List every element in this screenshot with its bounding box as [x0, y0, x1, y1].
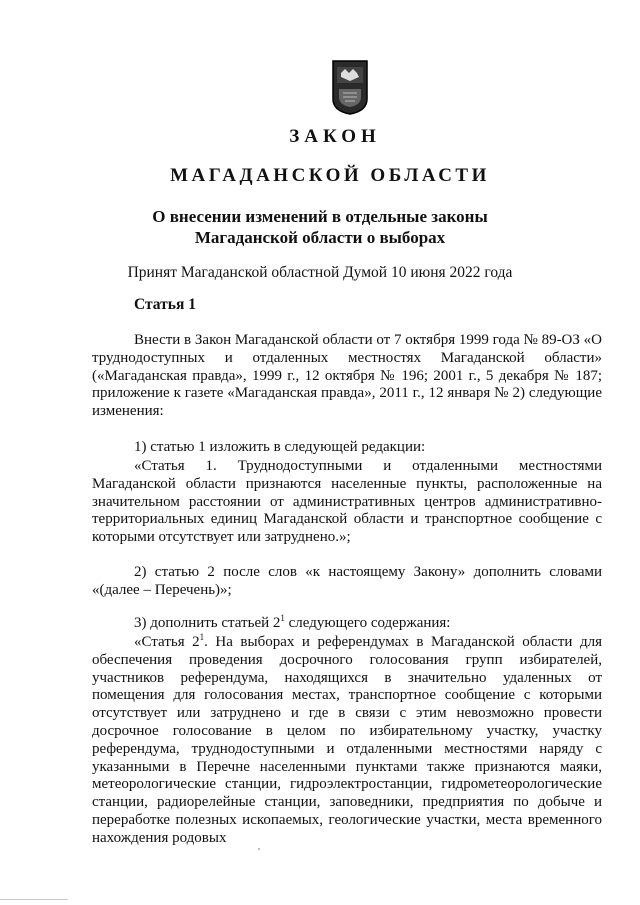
item-3-lead-sup: 1	[280, 613, 285, 623]
item-1-text: «Статья 1. Труднодоступными и отдаленными местностями Магаданской области признаются населенные пункты, расположенные на значительном расстоянии от административных центров административно-территориальных единиц Магаданской области и транспортное сообщение с которыми отсутствует или затруднено.»;	[92, 458, 602, 546]
scan-dot	[258, 848, 260, 850]
article-intro: Внести в Закон Магаданской области от 7 октября 1999 года № 89-ОЗ «О труднодоступных и отдаленных местностях Магаданской области» («Магаданская правда», 1999 г., 12 октября № 196; 2001 г., 5 декабря № 187; приложение к газете «Магаданская правда», 2011 г., 12 января № 2) следующие изменения:	[92, 332, 602, 420]
item-3-text-pre: «Статья 2	[134, 634, 200, 650]
item-3-text-sup: 1	[199, 632, 205, 642]
item-1-lead: 1) статью 1 изложить в следующей редакции:	[134, 439, 426, 455]
article-heading: Статья 1	[134, 296, 196, 313]
subtitle-line-1: О внесении изменений в отдельные законы	[152, 207, 488, 226]
item-3-text-post: . На выборах и референдумах в Магаданской области для обеспечения проведения досрочного голосования групп избирателей, участников референдума, находящихся в значительно удаленных от помещения для голосования местах, транспортное сообщение с которыми отсутствует или затруднено и где в связи с этим невозможно провести досрочное голосование в целом по избирательному участку, участку референдума, труднодоступными и отдаленными местностями наряду с указанными в Перечне населенными пунктами также признаются маяки, метеорологические станции, гидроэлектростанции, гидрометеорологические станции, радиорелейные станции, заповедники, предприятия по добыче и переработке полезных ископаемых, геологические участки, места временного нахождения родовых	[92, 634, 602, 846]
scan-edge-line	[0, 899, 68, 900]
region-title: МАГАДАНСКОЙ ОБЛАСТИ	[170, 165, 490, 186]
law-title: ЗАКОН	[289, 126, 381, 147]
item-3-lead-post: следующего содержания:	[284, 615, 451, 631]
item-3-text	[92, 634, 602, 848]
subtitle-line-2: Магаданской области о выборах	[194, 228, 446, 247]
item-3-lead	[92, 615, 602, 633]
law-subtitle	[0, 206, 640, 248]
item-2-text: 2) статью 2 после слов «к настоящему Закону» дополнить словами «(далее – Перечень)»;	[92, 564, 602, 598]
adoption-note: Принят Магаданской областной Думой 10 июня 2022 года	[127, 264, 513, 281]
item-3-lead-pre: 3) дополнить статьей 2	[134, 615, 281, 631]
coat-of-arms-icon	[331, 59, 369, 115]
